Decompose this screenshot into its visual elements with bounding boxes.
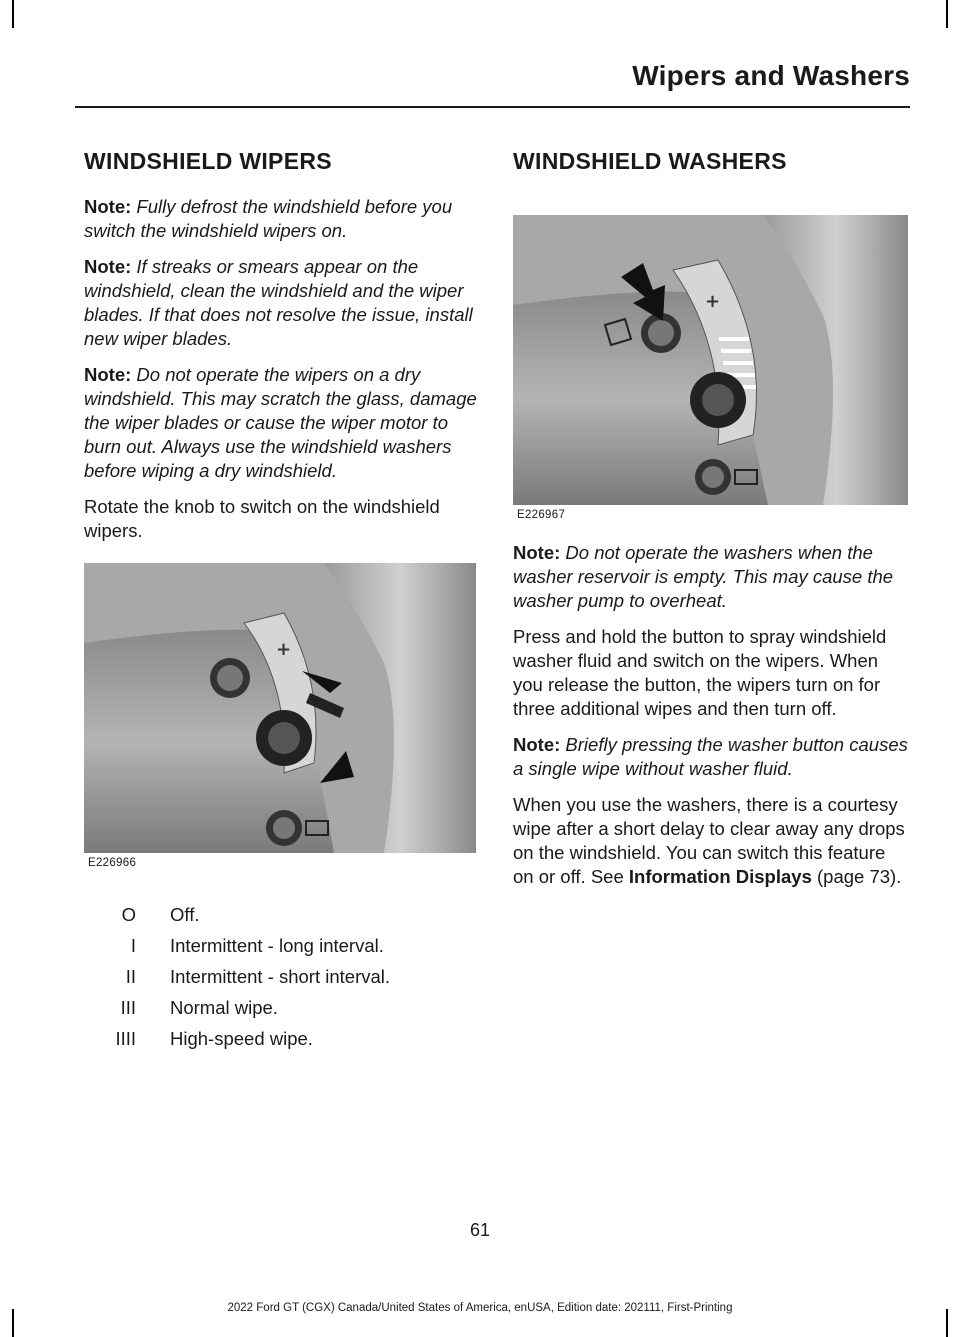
wiper-legend (84, 899, 479, 1054)
legend-row: III Normal wipe. (120, 996, 278, 1018)
cross-reference-link[interactable]: Information Displays (628, 866, 812, 887)
note-brief-press: Note: Briefly pressing the washer button causes a single wipe without washer fluid. (513, 734, 908, 779)
wiper-knob-figure (84, 563, 479, 869)
note-dry-windshield: Note: Do not operate the wipers on a dry windshield. This may scratch the glass, damage the wiper blades or cause the wiper motor to burn out. Always use the windshield washers before wiping a dry windshield. (84, 364, 477, 481)
crop-mark (946, 0, 948, 28)
svg-text:+: + (705, 291, 721, 312)
footer-edition: 2022 Ford GT (CGX) Canada/United States of America, enUSA, Edition date: 202111, First-Printing (227, 1302, 733, 1314)
svg-text:+: + (276, 639, 292, 660)
legend-row: IIII High-speed wipe. (115, 1027, 313, 1049)
page-number: 61 (469, 1220, 491, 1240)
paragraph-press-hold: Press and hold the button to spray windshield washer fluid and switch on the wipers. When you release the button, the wipers turn on for three additional wipes and then turn off. (513, 626, 887, 719)
paragraph-courtesy-wipe: When you use the washers, there is a courtesy wipe after a short delay to clear away any drops on the windshield. You can switch this feature on or off. See Information Displays (page 73). (513, 794, 905, 887)
right-column (513, 148, 908, 901)
note-reservoir: Note: Do not operate the washers when the washer reservoir is empty. This may cause the washer pump to overheat. (513, 542, 894, 611)
note-defrost: Note: Fully defrost the windshield before you switch the windshield wipers on. (84, 196, 453, 241)
figure-code: E226966 (88, 857, 137, 869)
instruction-rotate-knob: Rotate the knob to switch on the windshield wipers. (84, 496, 440, 541)
header-rule (75, 106, 910, 108)
left-column (84, 148, 479, 1054)
crop-mark (12, 0, 14, 28)
figure-code: E226967 (517, 509, 566, 521)
page-title: Wipers and Washers (632, 60, 910, 91)
legend-row: I Intermittent - long interval. (130, 934, 384, 956)
legend-row: II Intermittent - short interval. (125, 965, 391, 987)
section-heading-wipers: WINDSHIELD WIPERS (84, 148, 332, 174)
wiper-knob-illustration (84, 563, 476, 853)
washer-button-figure (513, 215, 908, 521)
legend-row: O Off. (121, 903, 200, 925)
section-heading-washers: WINDSHIELD WASHERS (513, 148, 787, 174)
washer-text (513, 541, 908, 889)
note-streaks: Note: If streaks or smears appear on the windshield, clean the windshield and the wiper blades. If that does not resolve the issue, install new wiper blades. (84, 256, 473, 349)
washer-button-illustration (513, 215, 908, 505)
